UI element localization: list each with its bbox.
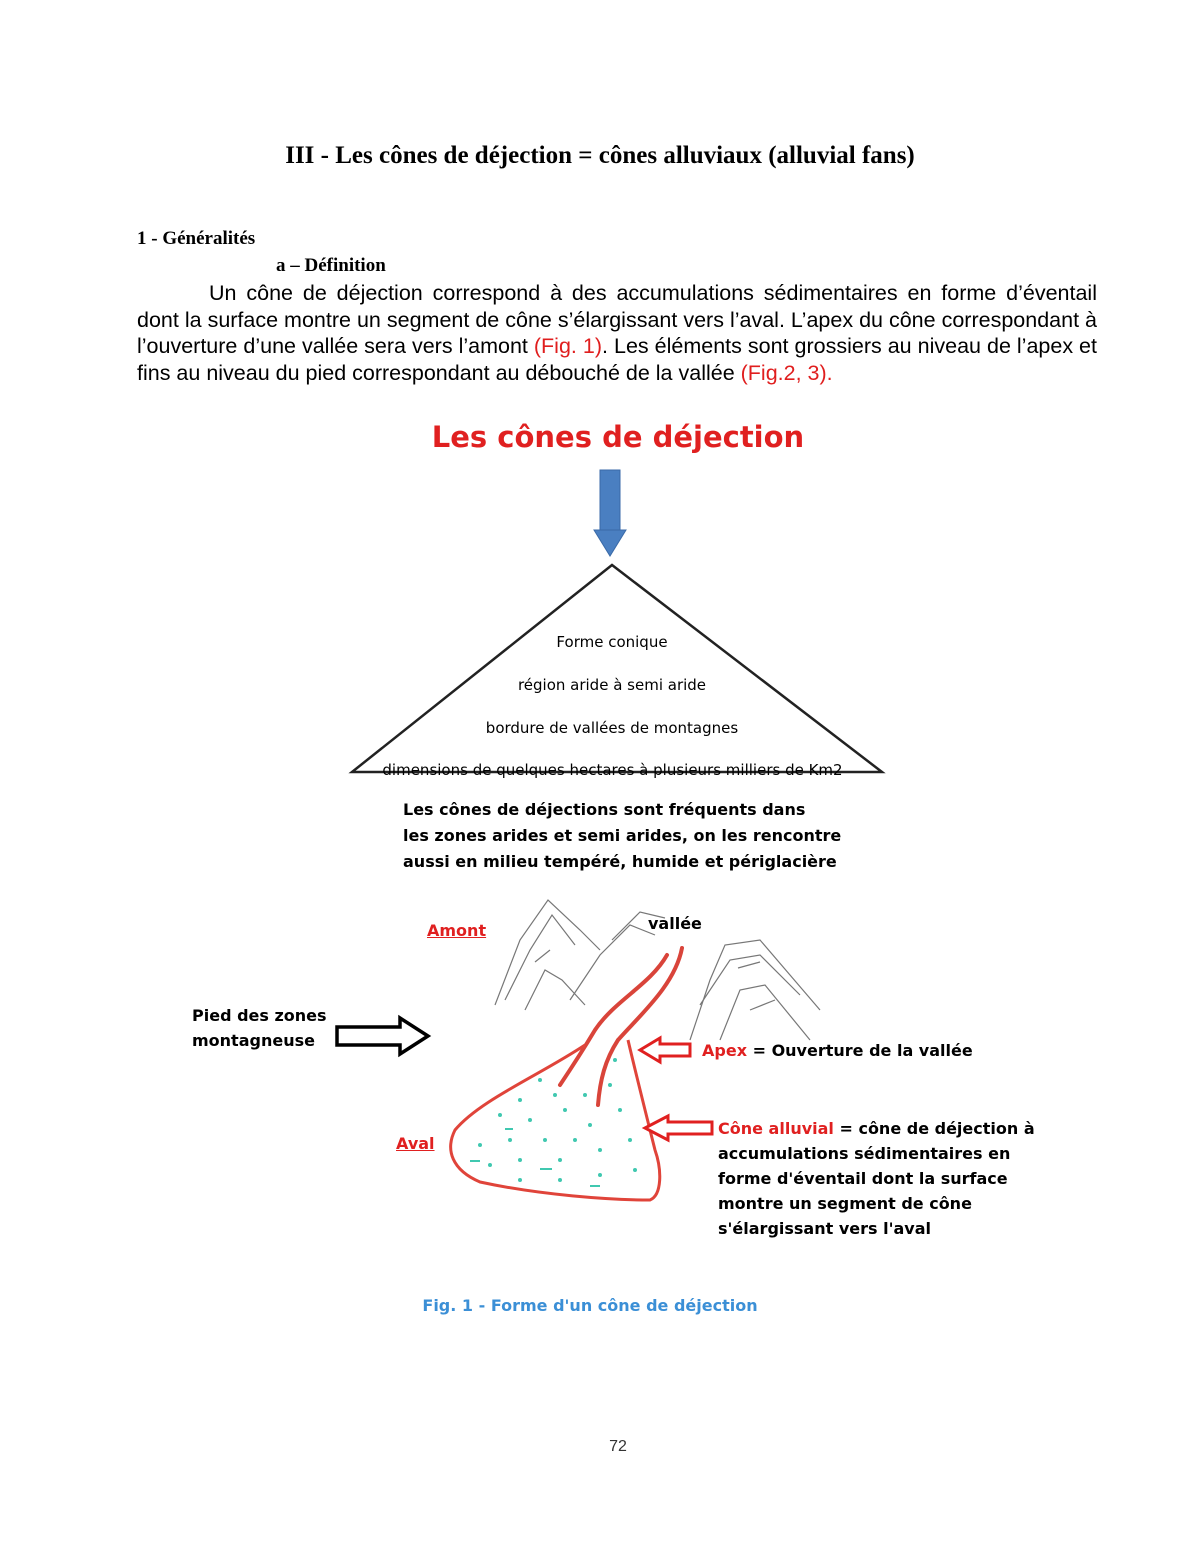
cone-definition-1: = cône de déjection à — [833, 1119, 1035, 1138]
paragraph-text-1: Un cône de déjection correspond à des accumulations sédimentaires en forme d’éventail dont la surface montre un segment de cône s’élargissant vers l’aval. L’apex du cône correspondant à l’ouverture d’une vallée sera vers l’amont — [137, 281, 1097, 358]
label-amont: Amont — [427, 921, 487, 940]
figure-ref-1[interactable]: (Fig. 1) — [533, 334, 603, 358]
cone-definition-2: accumulations sédimentaires en — [718, 1144, 1011, 1163]
cone-definition-5: s'élargissant vers l'aval — [718, 1219, 931, 1238]
paragraph-text-2: . Les éléments sont grossiers au niveau de l’apex et fins au niveau du pied correspondant au débouché de la vallée — [137, 334, 1097, 385]
note-line-2: les zones arides et semi arides, on les rencontre — [403, 826, 842, 845]
label-cone-alluvial — [718, 1116, 1035, 1241]
alluvial-fan-outline — [451, 1040, 660, 1200]
page-number: 72 — [609, 1438, 627, 1455]
figure-caption: Fig. 1 - Forme d'un cône de déjection — [422, 1296, 758, 1315]
pied-line-2: montagneuse — [192, 1031, 315, 1050]
label-vallee: vallée — [648, 914, 702, 933]
pied-line-1: Pied des zones — [192, 1006, 327, 1025]
cone-definition-4: montre un segment de cône — [718, 1194, 972, 1213]
red-arrow-left-cone-icon — [645, 1116, 712, 1140]
triangle-line-3: bordure de vallées de montagnes — [485, 719, 739, 737]
valley-river-icon — [560, 948, 682, 1105]
triangle-line-2: région aride à semi aride — [517, 676, 707, 694]
note-line-1: Les cônes de déjections sont fréquents dans — [403, 800, 806, 819]
hollow-arrow-right-icon — [337, 1018, 428, 1054]
triangle-line-1: Forme conique — [556, 633, 668, 651]
cone-term: Cône alluvial — [718, 1119, 834, 1138]
section-heading: 1 - Généralités — [137, 228, 256, 249]
label-aval: Aval — [396, 1134, 435, 1153]
cone-definition-3: forme d'éventail dont la surface — [718, 1169, 1008, 1188]
figure-ref-2[interactable]: (Fig.2, 3). — [740, 360, 833, 385]
triangle-line-4: dimensions de quelques hectares à plusieurs milliers de Km2 — [382, 761, 843, 779]
label-apex — [702, 1038, 973, 1063]
apex-term: Apex — [702, 1041, 748, 1060]
page-title: III - Les cônes de déjection = cônes alluviaux (alluvial fans) — [285, 142, 915, 169]
red-arrow-left-apex-icon — [640, 1038, 690, 1062]
figure-title: Les cônes de déjection — [431, 420, 805, 454]
sediment-dots — [470, 1058, 637, 1187]
apex-definition: = Ouverture de la vallée — [747, 1041, 973, 1060]
label-pied-zones — [192, 1003, 327, 1053]
note-line-3: aussi en milieu tempéré, humide et périglacière — [403, 852, 837, 871]
subsection-heading: a – Définition — [276, 255, 386, 276]
